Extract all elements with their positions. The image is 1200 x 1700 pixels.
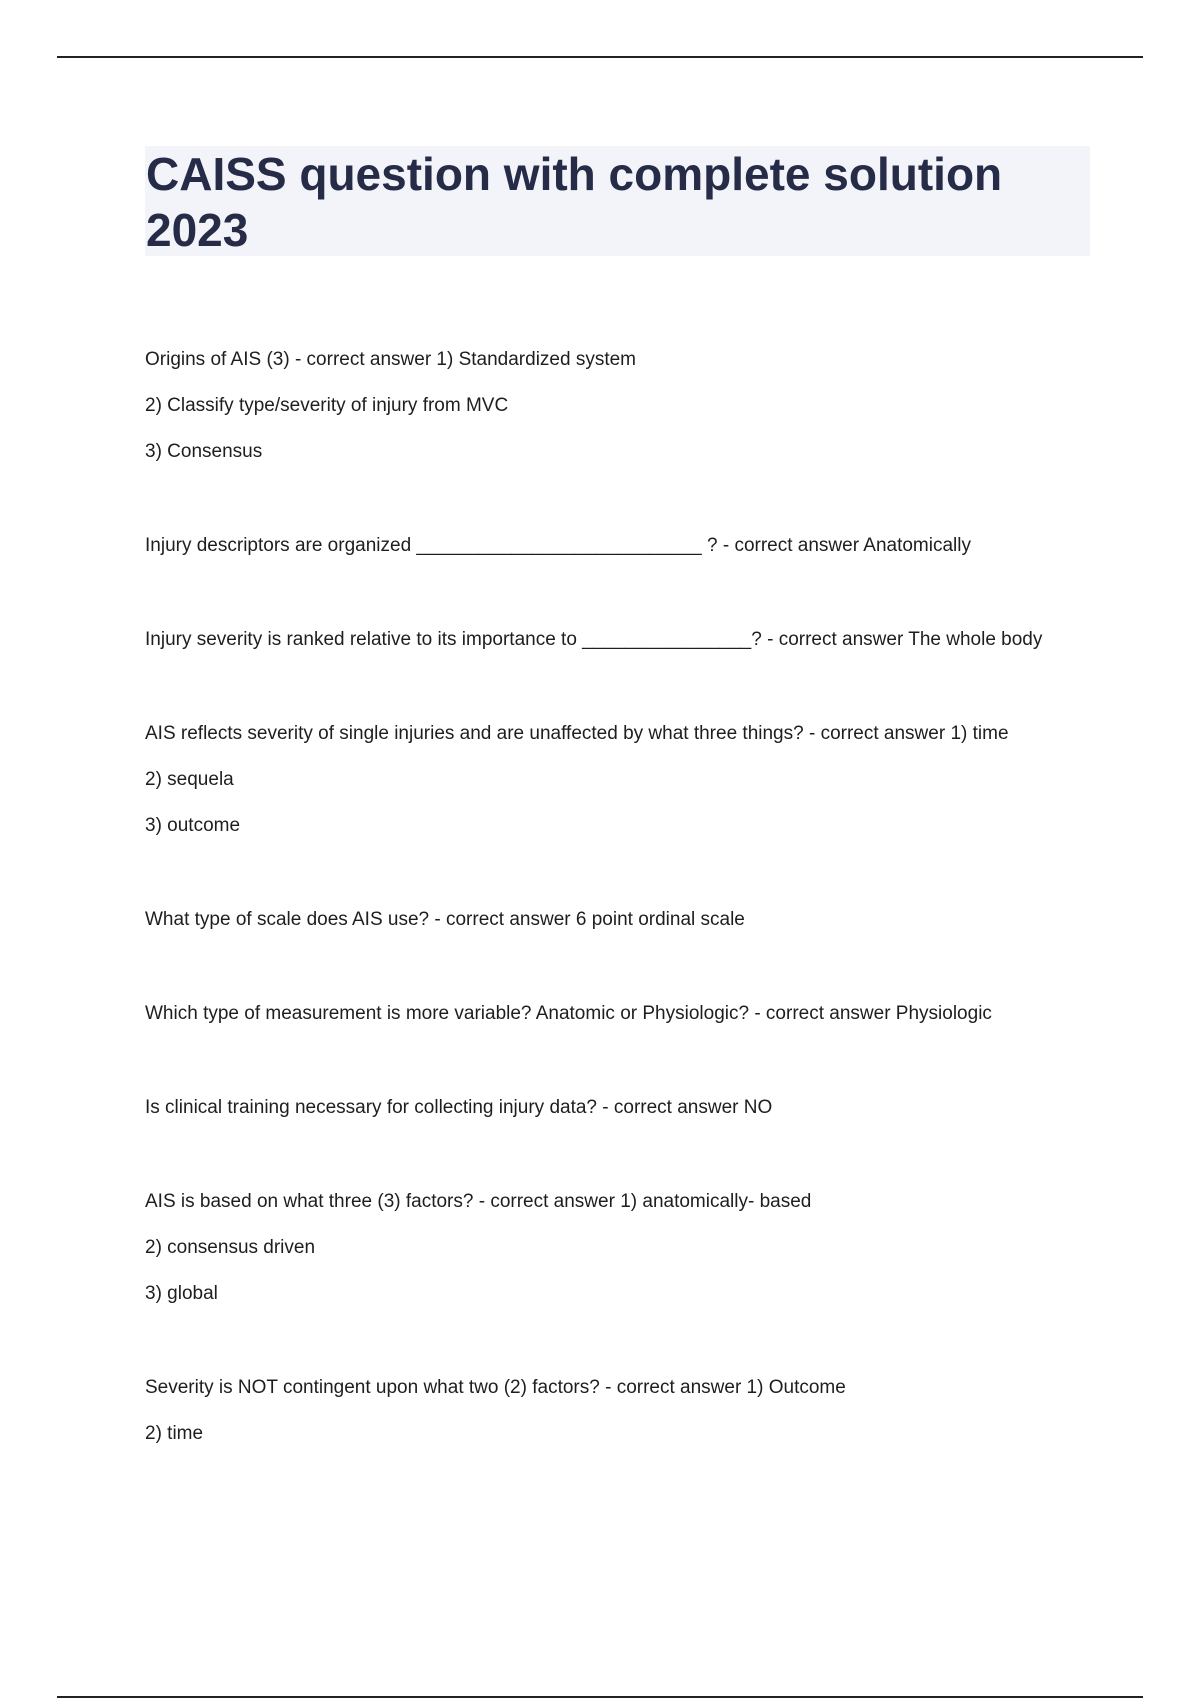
qa-line: What type of scale does AIS use? - correct answer 6 point ordinal scale: [145, 909, 745, 930]
qa-line: Is clinical training necessary for collecting injury data? - correct answer NO: [145, 1097, 773, 1118]
bottom-rule: [57, 1696, 1143, 1698]
qa-item: [145, 625, 1090, 655]
qa-line: 2) sequela: [145, 769, 234, 790]
qa-line: 2) Classify type/severity of injury from MVC: [145, 395, 509, 416]
qa-item: [145, 719, 1090, 841]
page-title: CAISS question with complete solution 2023: [146, 148, 1003, 256]
qa-line: AIS is based on what three (3) factors? - correct answer 1) anatomically- based: [145, 1191, 812, 1212]
qa-item: [145, 531, 1090, 561]
qa-item: [145, 1373, 1090, 1449]
qa-line: 2) time: [145, 1423, 204, 1444]
qa-item: [145, 345, 1090, 467]
qa-item: [145, 905, 1090, 935]
qa-line: Origins of AIS (3) - correct answer 1) Standardized system: [145, 349, 637, 370]
qa-line: 2) consensus driven: [145, 1237, 316, 1258]
top-rule: [57, 56, 1143, 58]
qa-line: Which type of measurement is more variable? Anatomic or Physiologic? - correct answer Physiologic: [145, 1003, 992, 1024]
qa-line: 3) outcome: [145, 815, 241, 836]
qa-line: 3) Consensus: [145, 441, 263, 462]
document-body: [145, 345, 1090, 1513]
qa-line: Severity is NOT contingent upon what two (2) factors? - correct answer 1) Outcome: [145, 1377, 846, 1398]
qa-line: AIS reflects severity of single injuries and are unaffected by what three things? - correct answer 1) time: [145, 723, 1009, 744]
qa-line: 3) global: [145, 1283, 218, 1304]
title-block: [145, 146, 1090, 256]
qa-item: [145, 1093, 1090, 1123]
qa-item: [145, 1187, 1090, 1309]
qa-line: Injury severity is ranked relative to its importance to ________________? - correct answer The whole body: [145, 629, 1043, 650]
qa-item: [145, 999, 1090, 1029]
qa-line: Injury descriptors are organized ___________________________ ? - correct answer Anatomically: [145, 535, 971, 556]
